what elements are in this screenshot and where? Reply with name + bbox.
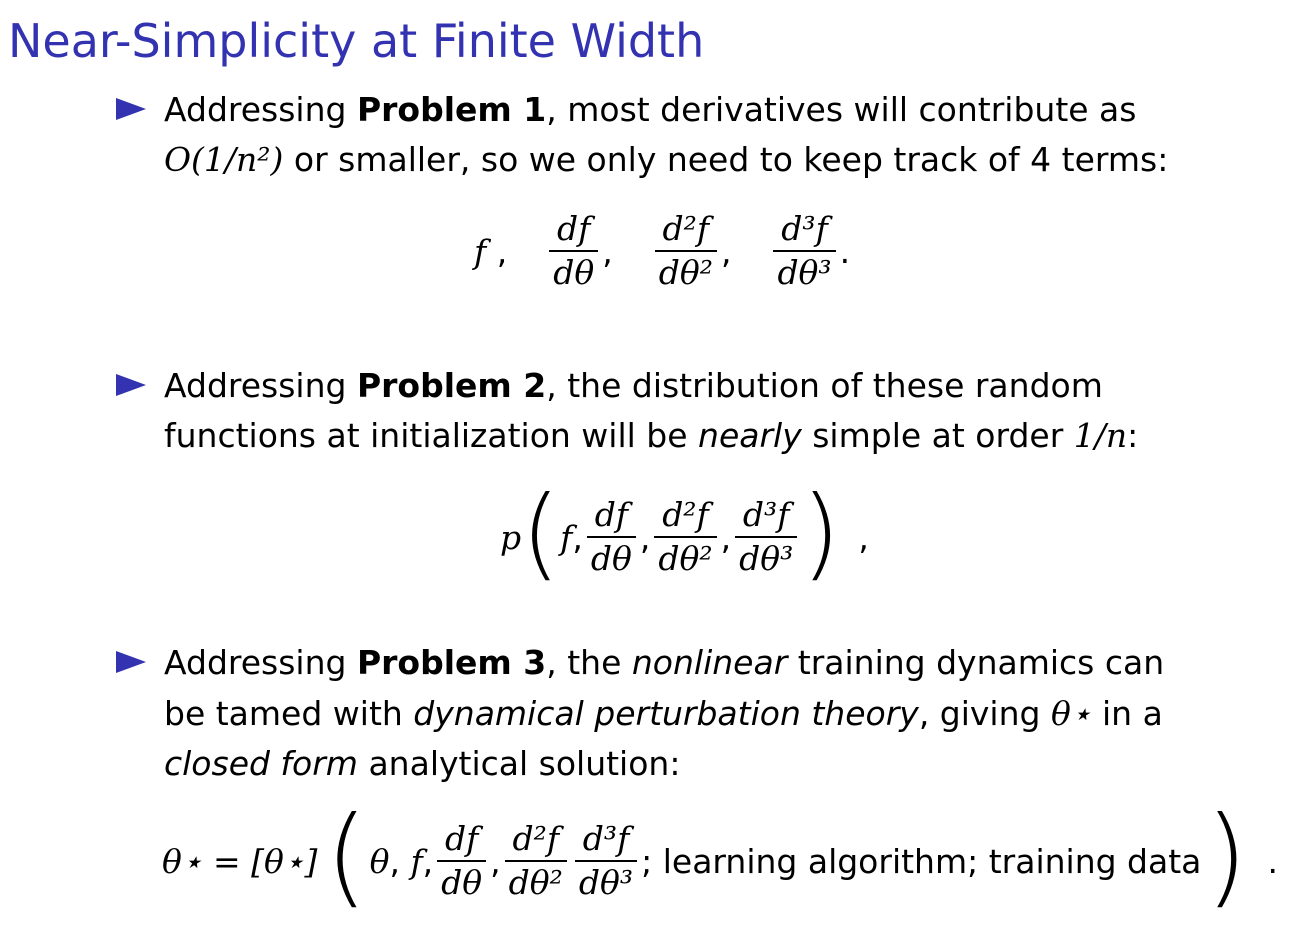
fraction-d2f-dtheta2: $\frac{\text{d²f}}{\text{dθ²}}$ [654,498,716,576]
bullet-2-line-1: Addressing Problem 2, the distribution of these random [164,366,1103,405]
theta-star-lhs: θ⋆ = [θ⋆] [162,841,318,881]
term-f: f [474,231,487,271]
equation-closed-form: θ⋆ = [θ⋆] ( θ , f , $\frac{df}{d\theta}$ , $\frac{\text{d²f}}{\text{dθ²}}$ $\frac{\text{d³f}}{\text{dθ³}}$ ; learning algorithm; training data ) . [162,794,1279,919]
bullet-arrow-icon [116,98,146,120]
fraction-d3f-dtheta3: $\frac{\text{d³f}}{\text{dθ³}}$ [773,212,835,290]
fraction-d3f-dtheta3: $\frac{\text{d³f}}{\text{dθ³}}$ [575,822,637,900]
fraction-df-dtheta: $\frac{df}{d\theta}$ [437,822,486,900]
bullet-1-line-1: Addressing Problem 1, most derivatives will contribute as [164,90,1137,129]
fraction-d2f-dtheta2: $\frac{\text{d²f}}{\text{dθ²}}$ [505,822,567,900]
bullet-3-line-3: closed form analytical solution: [164,744,681,783]
fraction-df-dtheta: $\frac{df}{d\theta}$ [549,212,598,290]
bullet-3-line-1: Addressing Problem 3, the nonlinear training dynamics can [164,643,1165,682]
bullet-1-line-2: O(1/n²) or smaller, so we only need to keep track of 4 terms: [164,140,1169,179]
slide-title: Near-Simplicity at Finite Width [8,14,705,68]
fraction-df-dtheta: $\frac{df}{d\theta}$ [587,498,636,576]
bullet-arrow-icon [116,651,146,673]
fraction-d2f-dtheta2: $\frac{\text{d²f}}{\text{dθ²}}$ [655,212,717,290]
big-o-math: O(1/n²) [164,140,284,179]
fraction-d3f-dtheta3: $\frac{\text{d³f}}{\text{dθ³}}$ [735,498,797,576]
bullet-2-line-2: functions at initialization will be nearly simple at order 1/n: [164,416,1139,455]
equation-distribution: p ( f , $\frac{df}{d\theta}$ , $\frac{\text{d²f}}{\text{dθ²}}$ , $\frac{\text{d³f}}{\text{dθ³}}$ ) , [500,474,869,591]
p-symbol: p [500,517,522,557]
equation-four-terms: f , $\frac{df}{d\theta}$ , $\frac{\text{d²f}}{\text{dθ²}}$ , $\frac{\text{d³f}}{\text{dθ³}}$ . [474,209,851,292]
bullet-3-line-2: be tamed with dynamical perturbation theory, giving θ⋆ in a [164,694,1163,733]
bullet-arrow-icon [116,374,146,396]
equation-inline-text: ; learning algorithm; training data [641,841,1202,881]
